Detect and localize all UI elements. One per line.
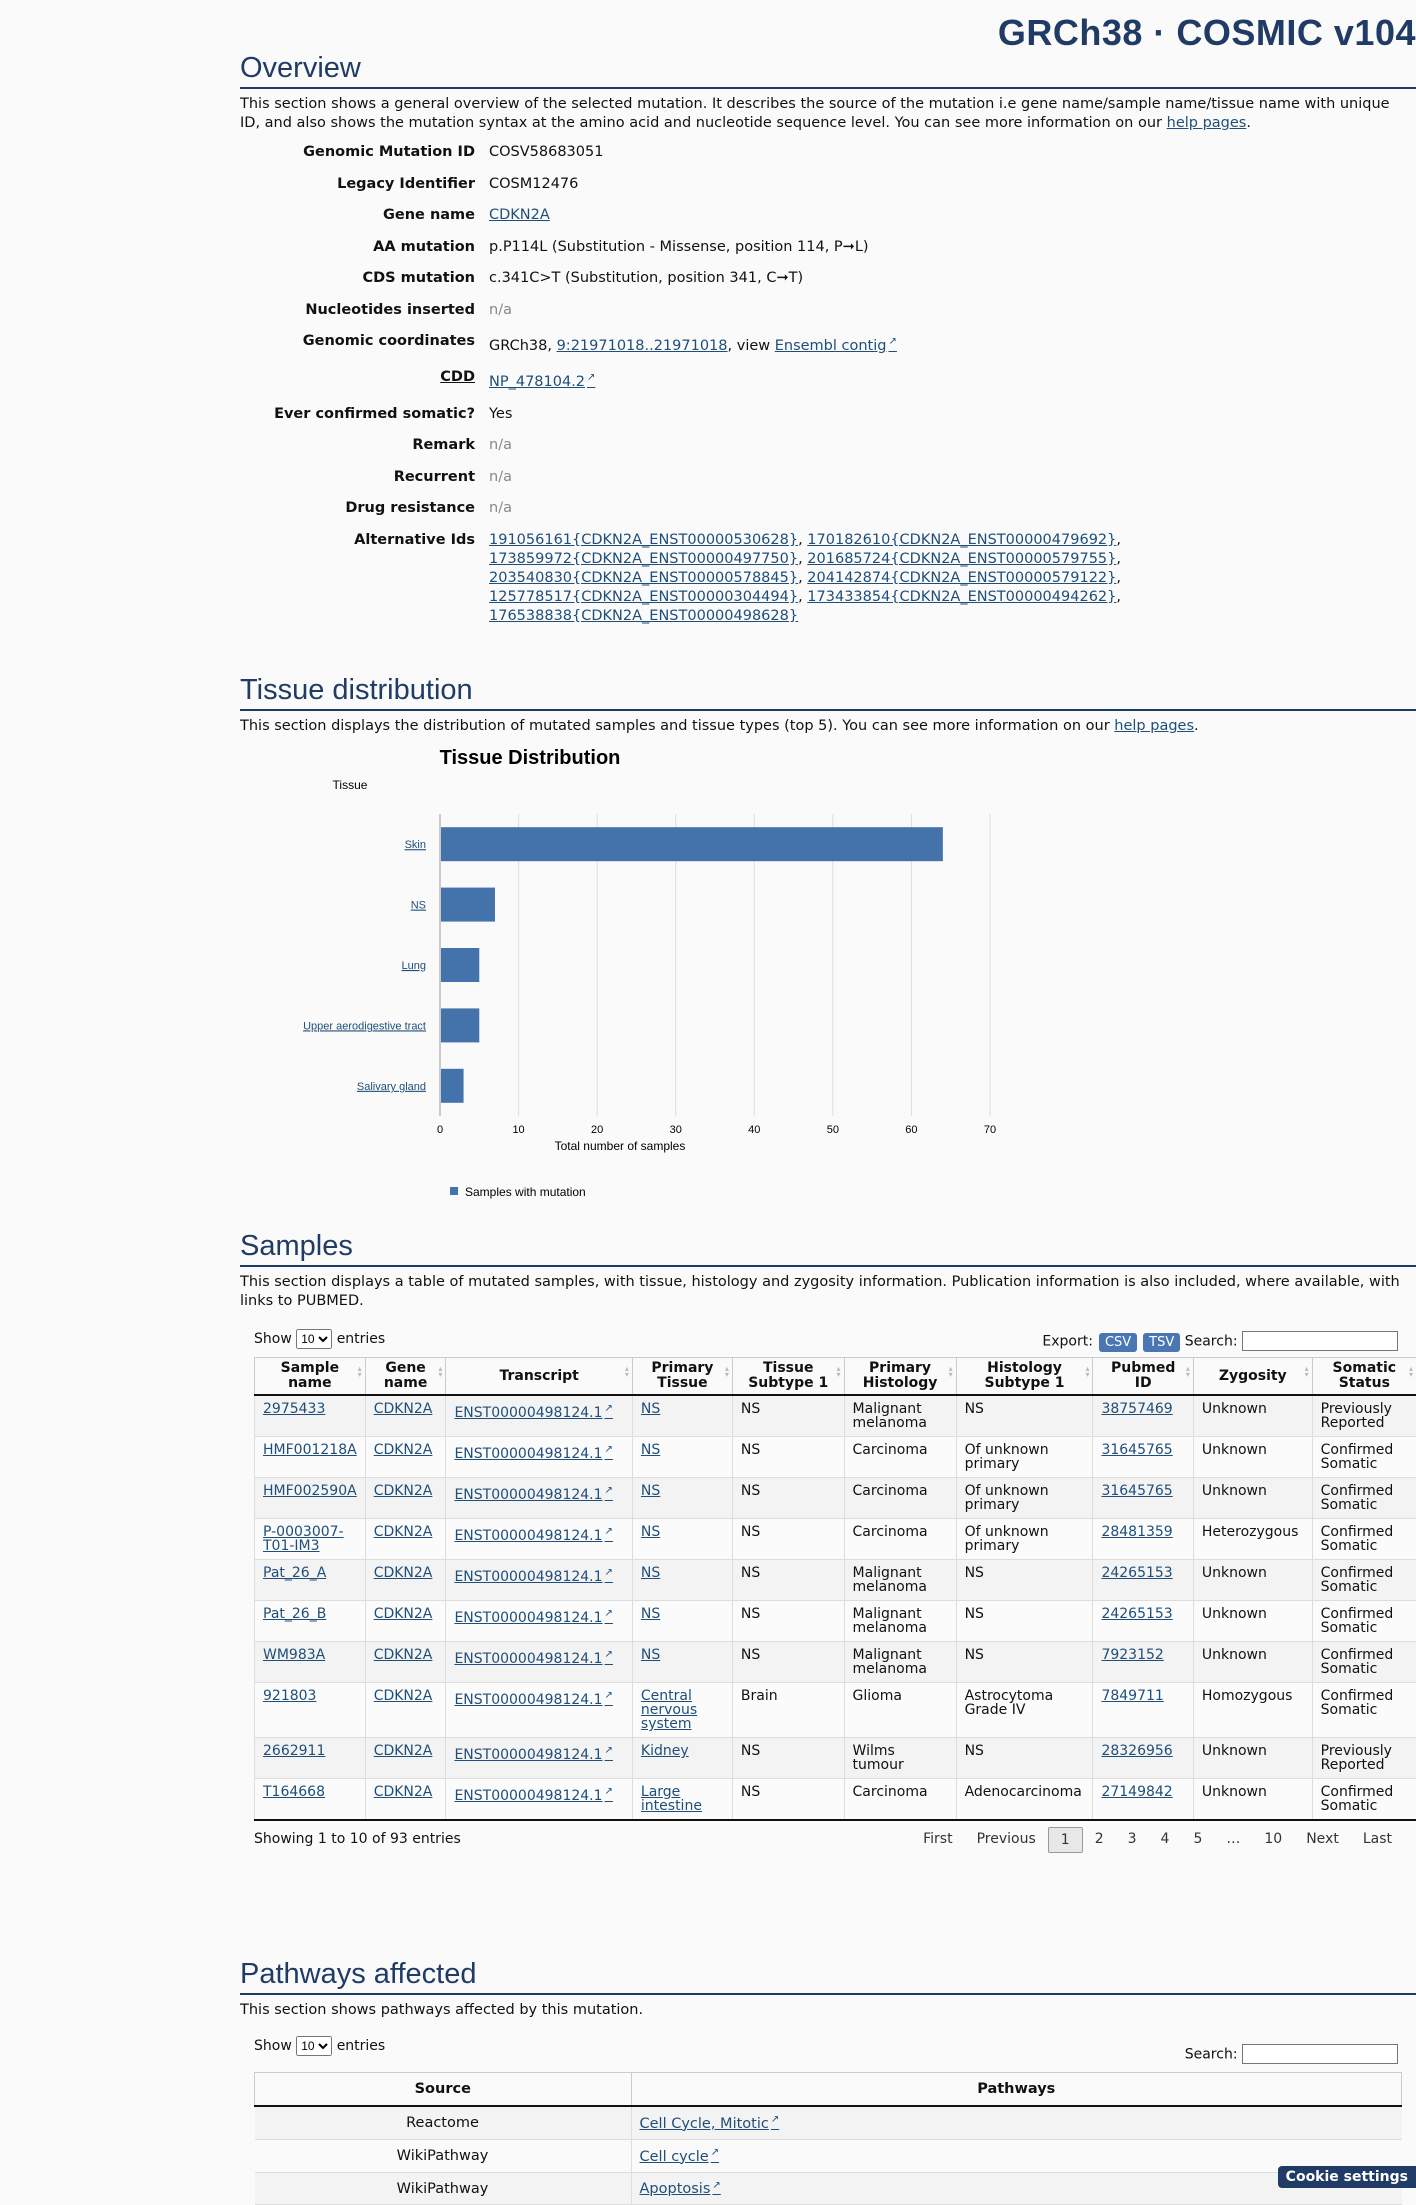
export-tsv-button[interactable]: TSV (1143, 1333, 1180, 1352)
cell-link[interactable]: Pat_26_B (263, 1606, 326, 1622)
table-cell: Carcinoma (844, 1478, 956, 1519)
table-row (255, 1738, 1416, 1779)
cell-link[interactable]: NS (641, 1524, 660, 1540)
cell-link[interactable]: Central nervous system (641, 1688, 697, 1732)
table-cell: NS (732, 1779, 844, 1821)
nucleotides-inserted: n/a (489, 301, 1416, 320)
alternative-ids: 191056161{CDKN2A_ENST00000530628}, 170182610{CDKN2A_ENST00000479692}, 173859972{CDKN2A_ENST00000497750}, 201685724{CDKN2A_ENST00000579755}, 203540830{CDKN2A_ENST00000578845}, 204142874{CDKN2A_ENST00000579122}, 125778517{CDKN2A_ENST00000304494}, 173433854{CDKN2A_ENST00000494262}, 176538838{CDKN2A_ENST00000498628} (489, 531, 1416, 626)
gene-name-link[interactable]: CDKN2A (489, 207, 550, 223)
category-label[interactable]: Skin (405, 839, 426, 851)
cell-link[interactable]: Pat_26_A (263, 1565, 326, 1581)
alternative-id-link[interactable]: 173433854{CDKN2A_ENST00000494262} (807, 589, 1116, 605)
table-cell: Confirmed Somatic (1312, 1437, 1416, 1478)
cell-link[interactable]: ENST00000498124.1 ↗ (454, 1446, 612, 1462)
table-cell: NS (732, 1437, 844, 1478)
brand-title: GRCh38 · COSMIC v104 (998, 12, 1416, 54)
samples-intro: This section displays a table of mutated samples, with tissue, histology and zygosity information. Publication information is also included, where available, with links to PUBMED. (240, 1273, 1416, 1311)
table-cell: NS (956, 1601, 1093, 1642)
pager-next[interactable]: Next (1294, 1827, 1351, 1853)
cell-link[interactable]: 921803 (263, 1688, 316, 1704)
x-tick-label: 10 (512, 1124, 524, 1136)
pathways-table (254, 2072, 1402, 2205)
chart-ylabel: Tissue (333, 778, 368, 792)
tissue-heading: Tissue distribution (240, 674, 1416, 711)
x-tick-label: 20 (591, 1124, 603, 1136)
table-row (255, 2106, 1402, 2139)
category-label[interactable]: Lung (402, 960, 426, 972)
pathways-heading: Pathways affected (240, 1958, 1416, 1995)
alternative-id-link[interactable]: 170182610{CDKN2A_ENST00000479692} (807, 532, 1116, 548)
table-cell: NS (956, 1642, 1093, 1683)
cell-link[interactable]: NS (641, 1442, 660, 1458)
samples-pager (240, 1821, 1416, 1859)
legend-swatch (450, 1187, 458, 1195)
table-row (255, 1560, 1416, 1601)
pager-5[interactable]: 5 (1181, 1827, 1214, 1853)
x-tick-label: 70 (984, 1124, 996, 1136)
table-row (255, 1478, 1416, 1519)
table-row (255, 1779, 1416, 1821)
table-cell: Unknown (1193, 1642, 1312, 1683)
pathway-link[interactable]: Cell cycle ↗ (640, 2149, 720, 2165)
remark: n/a (489, 436, 1416, 455)
cell-link[interactable]: CDKN2A (374, 1442, 433, 1458)
cell-link[interactable]: ENST00000498124.1 ↗ (454, 1747, 612, 1763)
table-cell: Carcinoma (844, 1779, 956, 1821)
cell-link[interactable]: NS (641, 1647, 660, 1663)
cell-link[interactable]: 28481359 (1101, 1524, 1172, 1540)
samples-col-transcript[interactable]: Transcript ▴▾ (446, 1358, 632, 1396)
legend-label: Samples with mutation (465, 1185, 586, 1199)
pathways-search-input[interactable] (1242, 2044, 1398, 2064)
table-cell: Astrocytoma Grade IV (956, 1683, 1093, 1738)
cell-link[interactable]: HMF001218A (263, 1442, 357, 1458)
cell-link[interactable]: CDKN2A (374, 1688, 433, 1704)
table-cell: NS (956, 1395, 1093, 1437)
table-cell: NS (732, 1519, 844, 1560)
samples-col-tissue-subtype-1[interactable]: Tissue Subtype 1 ▴▾ (732, 1358, 844, 1396)
pathways-page-size-select[interactable] (296, 2036, 332, 2056)
chart-xlabel: Total number of samples (555, 1139, 686, 1153)
samples-search-input[interactable] (1242, 1331, 1398, 1351)
pager-first[interactable]: First (911, 1827, 964, 1853)
pathway-source: WikiPathway (255, 2139, 632, 2172)
table-cell: Previously Reported (1312, 1395, 1416, 1437)
table-cell: Heterozygous (1193, 1519, 1312, 1560)
cell-link[interactable]: NS (641, 1401, 660, 1417)
table-row (255, 1683, 1416, 1738)
pathways-controls: Show 10 entries Search: (240, 2032, 1416, 2064)
category-label[interactable]: Upper aerodigestive tract (303, 1020, 426, 1032)
tissue-intro: This section displays the distribution of mutated samples and tissue types (top 5). You can see more information on our help pages. (240, 717, 1416, 736)
tissue-chart (240, 744, 1416, 1224)
samples-page-size-select[interactable] (296, 1329, 332, 1349)
alternative-id-link[interactable]: 191056161{CDKN2A_ENST00000530628} (489, 532, 798, 548)
bar-salivary-gland (441, 1069, 464, 1103)
tissue-distribution-chart (240, 744, 1416, 1224)
cell-link[interactable]: 38757469 (1101, 1401, 1172, 1417)
alternative-id-link[interactable]: 204142874{CDKN2A_ENST00000579122} (807, 570, 1116, 586)
table-cell: NS (732, 1642, 844, 1683)
table-cell: NS (732, 1601, 844, 1642)
table-cell: Adenocarcinoma (956, 1779, 1093, 1821)
ensembl-contig-link[interactable]: Ensembl contig ↗ (775, 338, 897, 354)
table-cell: NS (732, 1738, 844, 1779)
ever-confirmed-somatic: Yes (489, 405, 1416, 424)
cell-link[interactable]: CDKN2A (374, 1401, 433, 1417)
table-cell: Unknown (1193, 1437, 1312, 1478)
table-cell: Previously Reported (1312, 1738, 1416, 1779)
pager-10[interactable]: 10 (1252, 1827, 1294, 1853)
cell-link[interactable]: HMF002590A (263, 1483, 357, 1499)
table-row (255, 2139, 1402, 2172)
samples-col-gene-name[interactable]: Gene name ▴▾ (365, 1358, 446, 1396)
alternative-id-link[interactable]: 203540830{CDKN2A_ENST00000578845} (489, 570, 798, 586)
overview-intro: This section shows a general overview of the selected mutation. It describes the source of the mutation i.e gene name/sample name/tissue name with unique ID, and also shows the mutation syntax at the amino acid and nucleotide sequence level. You can see more information on our help pages. (240, 95, 1416, 133)
samples-controls: Show 10 entries Export: CSV TSV Search: (240, 1325, 1416, 1357)
table-cell: Unknown (1193, 1738, 1312, 1779)
table-cell: Unknown (1193, 1395, 1312, 1437)
category-label[interactable]: NS (411, 900, 426, 912)
table-cell: Glioma (844, 1683, 956, 1738)
bar-upper-aerodigestive-tract (441, 1008, 479, 1042)
cds-mutation: c.341C>T (Substitution, position 341, C➞T) (489, 269, 1416, 288)
samples-col-histology-subtype-1[interactable]: Histology Subtype 1 ▴▾ (956, 1358, 1093, 1396)
x-tick-label: 60 (905, 1124, 917, 1136)
cell-link[interactable]: ENST00000498124.1 ↗ (454, 1610, 612, 1626)
table-cell: Of unknown primary (956, 1519, 1093, 1560)
table-cell: Malignant melanoma (844, 1395, 956, 1437)
samples-col-zygosity[interactable]: Zygosity ▴▾ (1193, 1358, 1312, 1396)
pager-last[interactable]: Last (1351, 1827, 1404, 1853)
table-cell: NS (732, 1395, 844, 1437)
pager-1[interactable]: 1 (1048, 1827, 1083, 1853)
tissue-help-link[interactable]: help pages (1114, 718, 1194, 734)
overview-heading: Overview (240, 52, 1416, 89)
table-cell: Malignant melanoma (844, 1601, 956, 1642)
overview-help-link[interactable]: help pages (1167, 115, 1247, 131)
samples-col-primary-tissue[interactable]: Primary Tissue ▴▾ (632, 1358, 732, 1396)
cell-link[interactable]: CDKN2A (374, 1647, 433, 1663)
cell-link[interactable]: 24265153 (1101, 1565, 1172, 1581)
cell-link[interactable]: ENST00000498124.1 ↗ (454, 1692, 612, 1708)
cell-link[interactable]: 2662911 (263, 1743, 325, 1759)
cell-link[interactable]: ENST00000498124.1 ↗ (454, 1528, 612, 1544)
cell-link[interactable]: 24265153 (1101, 1606, 1172, 1622)
pathways-col-source[interactable]: Source (255, 2073, 632, 2107)
pathways-section (240, 1958, 1416, 2205)
table-cell: Confirmed Somatic (1312, 1642, 1416, 1683)
pager-2[interactable]: 2 (1083, 1827, 1116, 1853)
table-cell: NS (956, 1738, 1093, 1779)
samples-heading: Samples (240, 1230, 1416, 1267)
alternative-id-link[interactable]: 173859972{CDKN2A_ENST00000497750} (489, 551, 798, 567)
cell-link[interactable]: ENST00000498124.1 ↗ (454, 1651, 612, 1667)
table-cell: NS (732, 1560, 844, 1601)
cdd-link[interactable]: NP_478104.2 ↗ (489, 374, 595, 390)
samples-col-pubmed-id[interactable]: Pubmed ID ▴▾ (1093, 1358, 1193, 1396)
table-cell: Unknown (1193, 1779, 1312, 1821)
pathways-intro: This section shows pathways affected by this mutation. (240, 2001, 1416, 2020)
alternative-id-link[interactable]: 201685724{CDKN2A_ENST00000579755} (807, 551, 1116, 567)
table-cell: Brain (732, 1683, 844, 1738)
alternative-id-link[interactable]: 176538838{CDKN2A_ENST00000498628} (489, 608, 798, 624)
table-cell: Carcinoma (844, 1519, 956, 1560)
table-row (255, 2172, 1402, 2205)
pager-previous[interactable]: Previous (965, 1827, 1048, 1853)
table-cell: Carcinoma (844, 1437, 956, 1478)
table-row (255, 1601, 1416, 1642)
cell-link[interactable]: 2975433 (263, 1401, 325, 1417)
cell-link[interactable]: ENST00000498124.1 ↗ (454, 1569, 612, 1585)
cell-link[interactable]: CDKN2A (374, 1565, 433, 1581)
table-row (255, 1395, 1416, 1437)
legacy-identifier: COSM12476 (489, 175, 1416, 194)
table-cell: Unknown (1193, 1560, 1312, 1601)
cell-link[interactable]: NS (641, 1565, 660, 1581)
recurrent: n/a (489, 468, 1416, 487)
samples-col-somatic-status[interactable]: Somatic Status ▴▾ (1312, 1358, 1416, 1396)
cell-link[interactable]: CDKN2A (374, 1784, 433, 1800)
table-cell: Confirmed Somatic (1312, 1779, 1416, 1821)
category-label[interactable]: Salivary gland (357, 1081, 426, 1093)
samples-section (240, 1230, 1416, 1859)
table-row (255, 1519, 1416, 1560)
cell-link[interactable]: T164668 (263, 1784, 325, 1800)
table-cell: Malignant melanoma (844, 1642, 956, 1683)
pathway-link[interactable]: Apoptosis ↗ (640, 2181, 721, 2197)
table-cell: Confirmed Somatic (1312, 1683, 1416, 1738)
genomic-coordinate-link[interactable]: 9:21971018..21971018 (557, 338, 728, 354)
overview-section (240, 52, 1416, 638)
x-tick-label: 0 (437, 1124, 443, 1136)
cell-link[interactable]: NS (641, 1606, 660, 1622)
cell-link[interactable]: CDKN2A (374, 1483, 433, 1499)
cell-link[interactable]: P-0003007-T01-IM3 (263, 1524, 344, 1554)
aa-mutation: p.P114L (Substitution - Missense, position 114, P➞L) (489, 238, 1416, 257)
cell-link[interactable]: ENST00000498124.1 ↗ (454, 1487, 612, 1503)
pathways-col-pathways[interactable]: Pathways (631, 2073, 1402, 2107)
tissue-section (240, 674, 1416, 1224)
cell-link[interactable]: 27149842 (1101, 1784, 1172, 1800)
bar-skin (441, 827, 943, 861)
cell-link[interactable]: Large intestine (641, 1784, 702, 1814)
table-cell: Of unknown primary (956, 1478, 1093, 1519)
table-row (255, 1437, 1416, 1478)
pathway-source: WikiPathway (255, 2172, 632, 2205)
cell-link[interactable]: ENST00000498124.1 ↗ (454, 1405, 612, 1421)
mutation-details: Genomic Mutation ID COSV58683051 Legacy Identifier COSM12476 Gene name CDKN2A AA mutation p.P114L (Substitution - Missense, position 114, P➞L) CDS mutation c.341C>T (Substitution, position 341, C➞T) Nucleotides inserted n/a Genomic coordinates GRCh38, 9:21971018..21971018, view Ensembl contig ↗ CDD NP_478104.2 ↗ Ever confirmed somatic? Yes Remark n/a Recurrent n/a Drug resistance n/a Alternative Ids 191056161{CDKN2A_ENST00000530628}, 170182610{CDKN2A_ENST00000479692}, 173859972{CDKN2A_ENST00000497750}, 201685724{CDKN2A_ENST00000579755}, 203540830{CDKN2A_ENST00000578845}, 204142874{CDKN2A_ENST00000579122}, 125778517{CDKN2A_ENST00000304494}, 173433854{CDKN2A_ENST00000494262}, 176538838{CDKN2A_ENST00000498628} (240, 143, 1416, 626)
table-cell: Of unknown primary (956, 1437, 1093, 1478)
samples-col-sample-name[interactable]: Sample name ▴▾ (255, 1358, 366, 1396)
table-row (255, 1642, 1416, 1683)
table-cell: Confirmed Somatic (1312, 1601, 1416, 1642)
table-cell: Confirmed Somatic (1312, 1519, 1416, 1560)
cell-link[interactable]: 31645765 (1101, 1483, 1172, 1499)
table-cell: Malignant melanoma (844, 1560, 956, 1601)
drug-resistance: n/a (489, 499, 1416, 518)
cell-link[interactable]: NS (641, 1483, 660, 1499)
cell-link[interactable]: 7923152 (1101, 1647, 1163, 1663)
samples-showing-info: Showing 1 to 10 of 93 entries (254, 1831, 461, 1847)
x-tick-label: 50 (827, 1124, 839, 1136)
cell-link[interactable]: CDKN2A (374, 1524, 433, 1540)
samples-table (254, 1357, 1416, 1821)
pathway-source: Reactome (255, 2106, 632, 2139)
bar-ns (441, 888, 495, 922)
chart-title: Tissue Distribution (440, 747, 621, 769)
pager-4[interactable]: 4 (1149, 1827, 1182, 1853)
cell-link[interactable]: ENST00000498124.1 ↗ (454, 1788, 612, 1804)
cookie-settings-button[interactable]: Cookie settings (1278, 2166, 1416, 2188)
cell-link[interactable]: CDKN2A (374, 1743, 433, 1759)
pager-…: … (1214, 1827, 1252, 1853)
table-cell: Confirmed Somatic (1312, 1478, 1416, 1519)
genomic-mutation-id: COSV58683051 (489, 143, 1416, 162)
cell-link[interactable]: Kidney (641, 1743, 689, 1759)
samples-col-primary-histology[interactable]: Primary Histology ▴▾ (844, 1358, 956, 1396)
table-cell: NS (956, 1560, 1093, 1601)
table-cell: Confirmed Somatic (1312, 1560, 1416, 1601)
table-cell: Unknown (1193, 1601, 1312, 1642)
table-cell: Homozygous (1193, 1683, 1312, 1738)
x-tick-label: 40 (748, 1124, 760, 1136)
pathway-link[interactable]: Cell Cycle, Mitotic ↗ (640, 2116, 780, 2132)
x-tick-label: 30 (670, 1124, 682, 1136)
export-csv-button[interactable]: CSV (1099, 1333, 1137, 1352)
pager-3[interactable]: 3 (1116, 1827, 1149, 1853)
alternative-id-link[interactable]: 125778517{CDKN2A_ENST00000304494} (489, 589, 798, 605)
bar-lung (441, 948, 479, 982)
table-cell: NS (732, 1478, 844, 1519)
cell-link[interactable]: 31645765 (1101, 1442, 1172, 1458)
cell-link[interactable]: CDKN2A (374, 1606, 433, 1622)
table-cell: Unknown (1193, 1478, 1312, 1519)
cell-link[interactable]: 28326956 (1101, 1743, 1172, 1759)
table-cell: Wilms tumour (844, 1738, 956, 1779)
cell-link[interactable]: WM983A (263, 1647, 325, 1663)
cell-link[interactable]: 7849711 (1101, 1688, 1163, 1704)
